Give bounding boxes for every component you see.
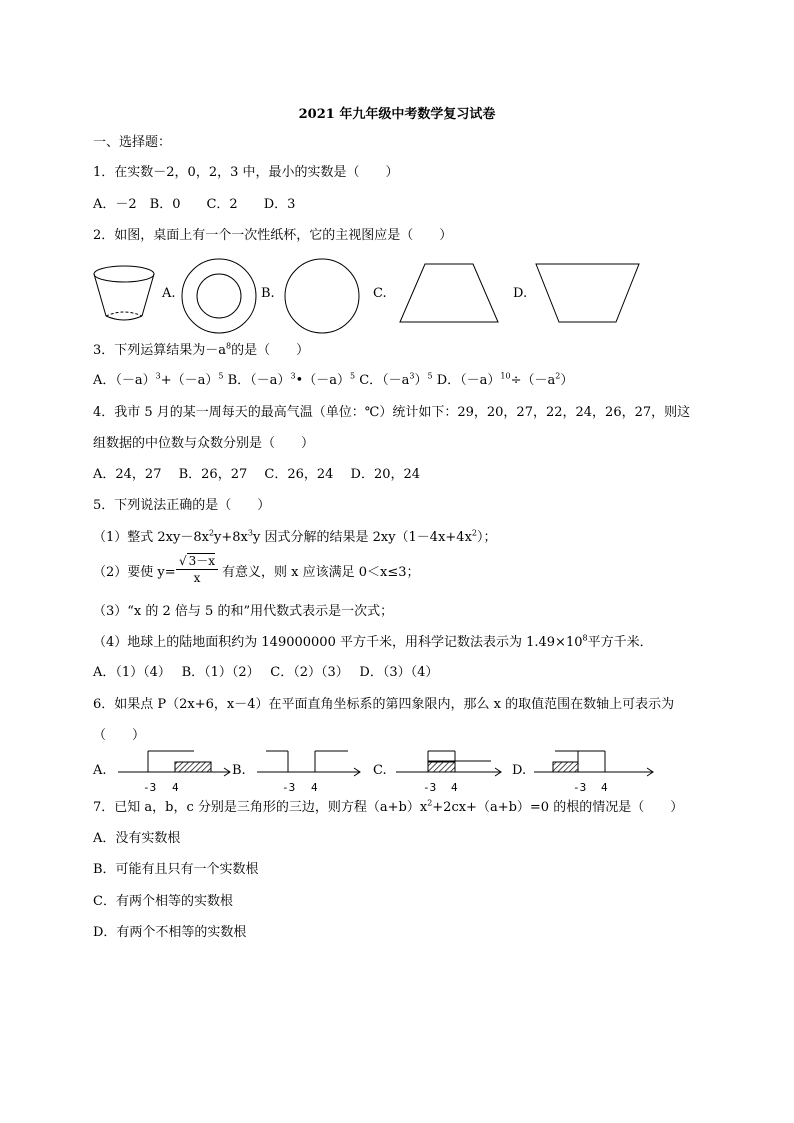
paper-cup-figure: [94, 266, 154, 320]
option-a-number-line: [118, 751, 230, 776]
q2-label-c: C.: [373, 286, 387, 301]
q2-label-a: A.: [162, 286, 176, 301]
option-c-trapezoid-figure: [400, 264, 498, 322]
q7-option-b: B．可能有且只有一个实数根: [93, 862, 259, 877]
q4-stem-line1: 4．我市 5 月的某一周每天的最高气温（单位：℃）统计如下：29，20，27，22，24，26，27，则这: [93, 405, 691, 420]
q7-option-a: A．没有实数根: [93, 831, 181, 846]
q5-statement-2-suffix: 有意义，则 x 应该满足 0＜x≤3；: [222, 565, 420, 580]
q5-statement-2-prefix: （2）要使 y=: [93, 565, 176, 580]
q3-option-a: A．$(-a)^3+(-a)^5$: [93, 371, 224, 388]
option-a-ring-figure: [182, 259, 256, 333]
q3-options: [93, 372, 573, 390]
option-d-trapezoid-figure: [536, 264, 639, 322]
q6-a-tick-minus3: -3: [143, 781, 157, 794]
q7-option-d: D．有两个不相等的实数根: [93, 925, 247, 940]
q6-label-a: A.: [93, 763, 107, 778]
q6-label-c: C.: [373, 763, 387, 778]
q6-b-tick-minus3: -3: [282, 781, 296, 794]
option-b-circle-figure: [285, 259, 359, 333]
option-d-number-line: [534, 751, 653, 776]
q6-d-tick-4: 4: [601, 781, 608, 794]
q2-label-d: D.: [513, 286, 528, 301]
q4-stem-line2: 组数据的中位数与众数分别是（ ）: [93, 436, 315, 451]
q6-label-d: D.: [512, 763, 527, 778]
q5-fraction-denominator: x: [193, 571, 201, 585]
q6-b-tick-4: 4: [311, 781, 318, 794]
q3-option-b: B．$(-a)^3•(-a)^5$: [227, 371, 356, 388]
q6-stem-line2: （ ）: [93, 728, 146, 743]
q1-stem: 1．在实数－2，0，2，3 中，最小的实数是（ ）: [93, 165, 399, 180]
q5-statement-1: （1）整式 $2xy-8x^2y+8x^3y$ 因式分解的结果是 $2xy(1-4x+4x^2)$；: [93, 528, 497, 545]
q2-stem: 2．如图，桌面上有一个一次性纸杯，它的主视图应是（ ）: [93, 228, 453, 243]
q7-stem: 7．已知 a，b，c 分别是三角形的三边，则方程$(a+b)x^2+2cx+(a+b)=0$ 的根的情况是（ ）: [93, 798, 684, 815]
q5-statement-4: （4）地球上的陆地面积约为 149000000 平方千米，用科学记数法表示为 $1.49\times 10^8$平方千米．: [93, 633, 653, 650]
q5-stem: 5．下列说法正确的是（ ）: [93, 498, 271, 513]
q4-options: A．24，27 B．26，27 C．26，24 D．20，24: [93, 467, 421, 482]
q1-options: A．－2 B．0 C．2 D．3: [93, 197, 296, 212]
q3-option-c: C．$(-a^3)^5$: [359, 371, 433, 388]
q5-statement-3: （3）“x 的 2 倍与 5 的和”用代数式表示是一次式；: [93, 604, 394, 619]
option-c-number-line: [396, 751, 501, 776]
q6-c-tick-4: 4: [451, 781, 458, 794]
q6-c-tick-minus3: -3: [423, 781, 437, 794]
q3-option-d: D．$(-a)^{10}\div(-a^2)$: [436, 371, 574, 388]
option-b-number-line: [257, 751, 360, 776]
q2-label-b: B.: [261, 286, 275, 301]
section-heading: 一、选择题：: [93, 135, 172, 150]
q7-option-c: C．有两个相等的实数根: [93, 894, 233, 909]
q6-d-tick-minus3: -3: [573, 781, 587, 794]
q6-stem-line1: 6．如果点 P（2x+6，x－4）在平面直角坐标系的第四象限内，那么 x 的取值范围在数轴上可表示为: [93, 697, 675, 712]
q6-a-tick-4: 4: [172, 781, 179, 794]
q5-options: A．（1）（4） B．（1）（2） C．（2）（3） D．（3）（4）: [93, 665, 439, 680]
q6-number-lines: [108, 746, 678, 794]
q5-fraction: [176, 553, 218, 586]
q3-stem: 3．下列运算结果为$-a^8$的是（ ）: [93, 341, 310, 358]
page-title: 2021 年九年级中考数学复习试卷: [298, 107, 496, 122]
q6-label-b: B.: [232, 763, 246, 778]
q5-fraction-numerator: √ 3－x: [176, 553, 218, 570]
